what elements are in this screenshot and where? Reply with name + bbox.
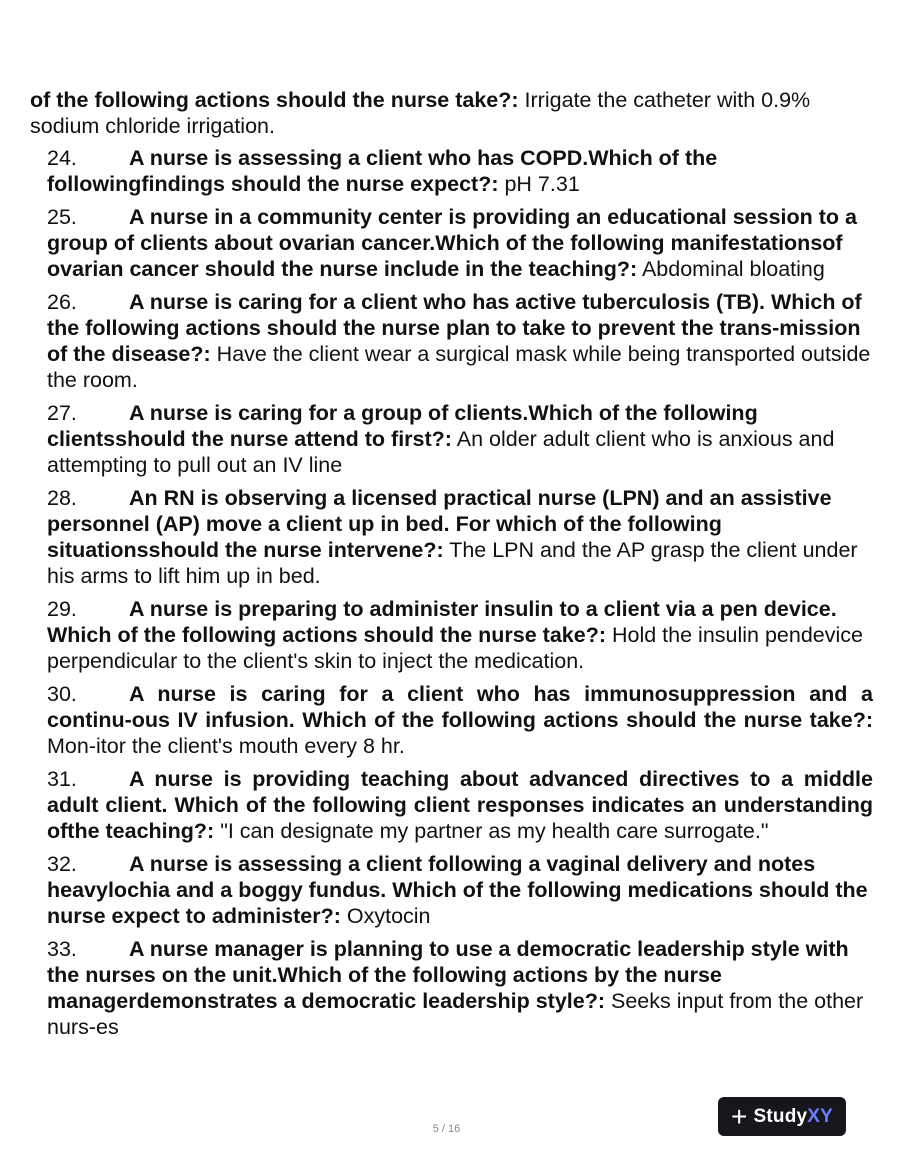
list-item [30,596,873,674]
list-item [30,485,873,589]
item-number: 28. [47,486,77,510]
item-question: A nurse is caring for a client who has active tuberculosis (TB). Which of the following actions should the nurse plan to take to prevent the trans-mission of the disease?: [47,290,862,366]
item-answer: Abdominal bloating [637,257,825,281]
list-item [30,289,873,393]
item-question: A nurse is assessing a client following a vaginal delivery and notes heavylochia and a boggy fundus. Which of the following medications should the nurse expect to administer?: [47,852,868,928]
logo-text-main: Study [753,1105,808,1127]
item-answer: Have the client wear a surgical mask while being transported outside the room. [47,342,871,392]
item-question: A nurse is providing teaching about advanced directives to a middle adult client. Which of the following client responses indicates an understanding ofthe teaching?: [47,767,873,843]
studyxy-logo[interactable] [718,1097,846,1136]
intro-answer: Irrigate the catheter with 0.9% sodium chloride irrigation. [30,88,811,138]
logo-text-accent: XY [807,1105,834,1127]
document-page [30,87,873,1047]
item-answer: Seeks input from the other nurs-es [47,989,864,1039]
item-number: 24. [47,146,77,170]
item-number: 27. [47,401,77,425]
intro-question: of the following actions should the nurse take?: [30,88,519,112]
item-answer: "I can designate my partner as my health care surrogate." [214,819,769,843]
item-question: A nurse is caring for a group of clients.Which of the following clientsshould the nurse attend to first?: [47,401,758,451]
item-number: 32. [47,852,77,876]
item-number: 26. [47,290,77,314]
item-question: A nurse manager is planning to use a democratic leadership style with the nurses on the unit.Which of the following actions by the nurse managerdemonstrates a democratic leadership style?: [47,937,849,1013]
list-item [30,851,873,929]
list-item [30,766,873,844]
page-indicator: 5 / 16 [432,1123,461,1135]
item-answer: Mon-itor the client's mouth every 8 hr. [47,734,405,758]
plus-icon: + [730,1100,748,1132]
item-number: 25. [47,205,77,229]
item-answer: An older adult client who is anxious and attempting to pull out an IV line [47,427,835,477]
item-question: A nurse is caring for a client who has immunosuppression and a continu-ous IV infusion. Which of the following actions should the nurse take?: [47,682,873,732]
item-question: A nurse is assessing a client who has COPD.Which of the followingfindings should the nurse expect?: [47,146,718,196]
item-number: 29. [47,597,77,621]
item-answer: The LPN and the AP grasp the client under his arms to lift him up in bed. [47,538,858,588]
list-item [30,204,873,282]
item-number: 33. [47,937,77,961]
list-item [30,145,873,197]
item-answer: pH 7.31 [498,172,580,196]
intro-continuation [30,87,873,139]
item-question: A nurse in a community center is providing an educational session to a group of clients about ovarian cancer.Which of the following manifestationsof ovarian cancer should the nurse include in the teaching?: [47,205,857,281]
item-answer: Oxytocin [340,904,431,928]
list-item [30,681,873,759]
item-number: 31. [47,767,77,791]
item-number: 30. [47,682,77,706]
item-answer: Hold the insulin pendevice perpendicular to the client's skin to inject the medication. [47,623,863,673]
list-item [30,936,873,1040]
list-item [30,400,873,478]
item-question: A nurse is preparing to administer insulin to a client via a pen device. Which of the following actions should the nurse take?: [47,597,837,647]
item-question: An RN is observing a licensed practical nurse (LPN) and an assistive personnel (AP) move a client up in bed. For which of the following situationsshould the nurse intervene?: [47,486,832,562]
